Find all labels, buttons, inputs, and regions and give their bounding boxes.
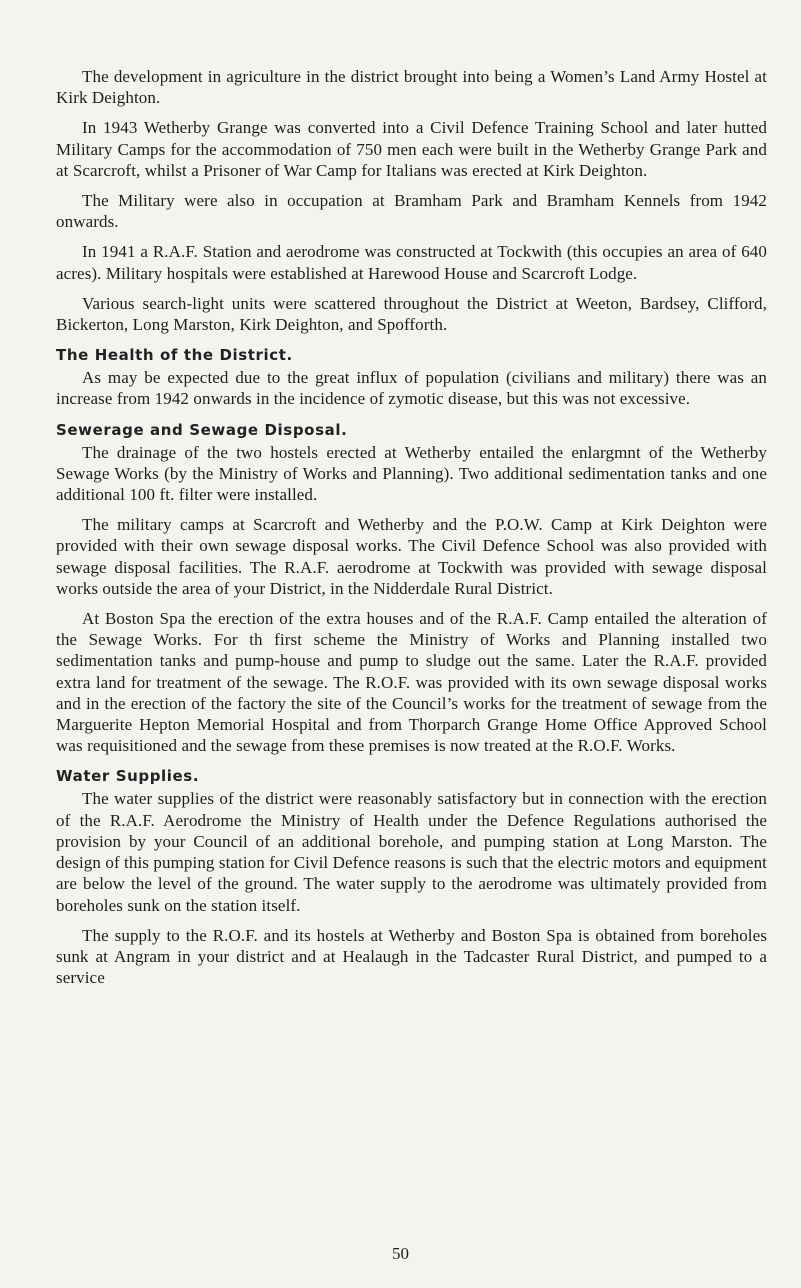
intro-paragraph: Various search-light units were scattered throughout the District at Weeton, Bardsey, Clifford, Bickerton, Long Marston, Kirk Deighton, and Spofforth. bbox=[56, 293, 767, 335]
sewerage-paragraph: The drainage of the two hostels erected at Wetherby entailed the enlargmnt of the Wetherby Sewage Works (by the Ministry of Works and Planning). Two additional sedimentation tanks and one additional 100 ft. filter were installed. bbox=[56, 442, 767, 505]
sewerage-heading: Sewerage and Sewage Disposal. bbox=[56, 420, 348, 439]
intro-paragraph: The development in agriculture in the district brought into being a Women’s Land Army Hostel at Kirk Deighton. bbox=[56, 67, 767, 108]
intro-paragraph: In 1943 Wetherby Grange was converted into a Civil Defence Training School and later hutted Military Camps for the accommodation of 750 men each were built in the Wetherby Grange Park and at Scarcroft, whilst a Prisoner of War Camp for Italians was erected at Kirk Deighton. bbox=[56, 118, 767, 180]
water-section bbox=[56, 766, 767, 988]
page-number: 50 bbox=[392, 1244, 409, 1263]
health-paragraph: As may be expected due to the great influx of population (civilians and military) there was an increase from 1942 onwards in the incidence of zymotic disease, but this was not excessive. bbox=[56, 368, 767, 409]
water-paragraph: The supply to the R.O.F. and its hostels at Wetherby and Boston Spa is obtained from boreholes sunk at Angram in your district and at Healaugh in the Tadcaster Rural District, and pumped to a service bbox=[56, 925, 767, 988]
health-heading: The Health of the District. bbox=[56, 346, 293, 365]
intro-section bbox=[56, 66, 767, 335]
sewerage-paragraph: The military camps at Scarcroft and Wetherby and the P.O.W. Camp at Kirk Deighton were provided with their own sewage disposal works. The Civil Defence School was also provided with sewage disposal facilities. The R.A.F. aerodrome at Tockwith was provided with sewage disposal works outside the area of your District, in the Nidderdale Rural District. bbox=[56, 515, 767, 598]
health-section bbox=[56, 345, 767, 409]
sewerage-paragraph: At Boston Spa the erection of the extra houses and of the R.A.F. Camp entailed the alteration of the Sewage Works. For th first scheme the Ministry of Works and Planning installed two sedimentation tanks and pump-house and pump to sludge out the same. Later the R.A.F. provided extra land for treatment of the sewage. The R.O.F. was provided with its own sewage disposal works and in the erection of the factory the site of the Council’s works for the treatment of sewage from the Marguerite Hepton Memorial Hospital and from Thorparch Grange Home Office Approved School was requisitioned and the sewage from these premises is now treated at the R.O.F. Works. bbox=[56, 609, 767, 756]
water-paragraph: The water supplies of the district were reasonably satisfactory but in connection with the erection of the R.A.F. Aerodrome the Ministry of Health under the Defence Regulations authorised the provision by your Council of an additional borehole, and pumping station at Long Marston. The design of this pumping station for Civil Defence reasons is such that the electric motors and equipment are below the level of the ground. The water supply to the aerodrome was ultimately provided from boreholes sunk on the station itself. bbox=[56, 789, 767, 915]
intro-paragraph: The Military were also in occupation at Bramham Park and Bramham Kennels from 1942 onwards. bbox=[56, 191, 767, 232]
intro-paragraph: In 1941 a R.A.F. Station and aerodrome was constructed at Tockwith (this occupies an area of 640 acres). Military hospitals were established at Harewood House and Scarcroft Lodge. bbox=[56, 242, 767, 283]
sewerage-section bbox=[56, 420, 767, 757]
water-heading: Water Supplies. bbox=[56, 767, 200, 786]
